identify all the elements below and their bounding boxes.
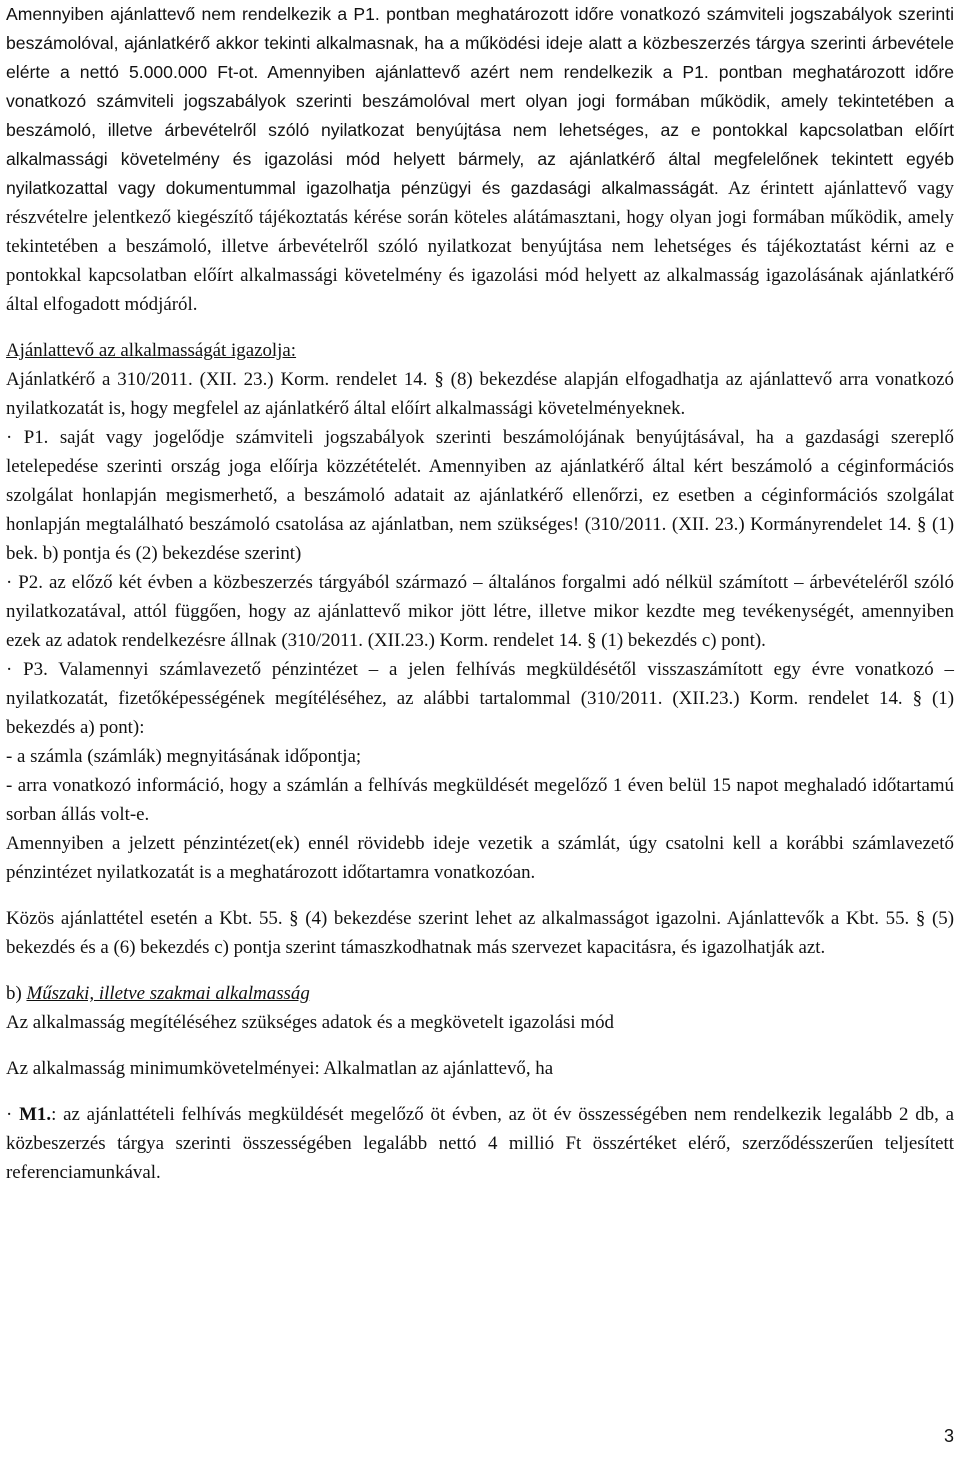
minimum-requirements-line: Az alkalmasság minimumkövetelményei: Alkalmatlan az ajánlattevő, ha: [6, 1058, 554, 1079]
technical-prefix: b): [6, 983, 27, 1004]
spacer: [6, 1083, 954, 1100]
spacer: [6, 1037, 954, 1054]
page-number: 3: [943, 1426, 954, 1446]
technical-title: Műszaki, illetve szakmai alkalmasság: [26, 983, 310, 1004]
p3-paragraph: · P3. Valamennyi számlavezető pénzintézet – a jelen felhívás megküldésétől visszaszámított egy évre vonatkozó – nyilatkozatát, fizetőképességének megítéléséhez, az alábbi tartalommal (310/2011. (XII.23.) Korm. rendelet 14. § (1) bekezdés a) pont):: [6, 659, 954, 738]
intro-sans-text: Amennyiben ajánlattevő nem rendelkezik a P1. pontban meghatározott időre vonatkozó számviteli jogszabályok szerinti beszámolóval, ajánlatkérő akkor tekinti alkalmasnak, ha a működési ideje alatt a közbeszerzés tárgya szerinti árbevétele elérte a nettó 5.000.000 Ft-ot. Amennyiben ajánlattevő azért nem rendelkezik a P1. pontban meghatározott időre vonatkozó számviteli jogszabályok szerinti beszámolóval mert olyan jogi formában működik, amely tekintetében a beszámoló, illetve árbevételről szóló nyilatkozat benyújtása nem lehetséges, az e pontokkal kapcsolatban előírt alkalmassági követelmény és igazolási mód helyett bármely, az ajánlatkérő által megfelelőnek tekintett egyéb nyilatkozattal vagy dokumentummal igazolhatja pénzügyi és gazdasági alkalmasságát.: [6, 4, 954, 198]
intro-serif-text: Az érintett ajánlattevő vagy részvételre jelentkező kiegészítő tájékoztatás kérése során köteles alátámasztani, hogy olyan jogi formában működik, amely tekintetében a beszámoló, illetve árbevételről szóló nyilatkozat benyújtása nem lehetséges és tájékoztatást kérni az e pontokkal kapcsolatban előírt alkalmassági követelmény és igazolási mód helyett az alkalmasság igazolásának ajánlatkérő által elfogadott módjáról.: [6, 178, 954, 315]
m1-bullet: ·: [6, 1104, 20, 1125]
proof-heading: Ajánlattevő az alkalmasságát igazolja:: [6, 340, 297, 361]
spacer: [6, 887, 954, 904]
m1-text: : az ajánlattételi felhívás megküldését megelőző öt évben, az öt év összességében nem rendelkezik legalább 2 db, a közbeszerzés tárgya szerinti összességében legalább nettó 4 millió Ft összértéket elérő, szerződésszerűen teljesített referenciamunkával.: [6, 1104, 954, 1183]
document-page: [6, 0, 954, 1187]
technical-heading: [6, 979, 954, 1008]
intro-paragraph: [6, 0, 954, 319]
technical-data-line: Az alkalmasság megítéléséhez szükséges adatok és a megkövetelt igazolási mód: [6, 1012, 614, 1033]
m1-label: M1.: [19, 1104, 52, 1125]
proof-basis-paragraph: Ajánlatkérő a 310/2011. (XII. 23.) Korm. rendelet 14. § (8) bekezdése alapján elfogadhatja az ajánlattevő arra vonatkozó nyilatkozatát is, hogy megfelel az ajánlatkérő által előírt alkalmassági követelményeknek.: [6, 369, 954, 419]
p3-dash-item-1: - a számla (számlák) megnyitásának időpontja;: [6, 746, 362, 767]
spacer: [6, 962, 954, 979]
p3-closing-paragraph: Amennyiben a jelzett pénzintézet(ek) ennél rövidebb ideje vezetik a számlát, úgy csatolni kell a korábbi számlavezető pénzintézet nyilatkozatát is a meghatározott időtartamra vonatkozóan.: [6, 833, 954, 883]
m1-paragraph: [6, 1100, 954, 1187]
p2-paragraph: · P2. az előző két évben a közbeszerzés tárgyából származó – általános forgalmi adó nélkül számított – árbevételéről szóló nyilatkozatával, attól függően, hogy az ajánlattevő mikor jött létre, illetve mikor kezdte meg tevékenységét, amennyiben ezek az adatok rendelkezésre állnak (310/2011. (XII.23.) Korm. rendelet 14. § (1) bekezdés c) pont).: [6, 572, 954, 651]
p3-dash-item-2: - arra vonatkozó információ, hogy a számlán a felhívás megküldését megelőző 1 éven belül 15 napot meghaladó időtartamú sorban állás volt-e.: [6, 775, 954, 825]
spacer: [6, 319, 954, 336]
joint-bid-paragraph: Közös ajánlattétel esetén a Kbt. 55. § (4) bekezdése szerint lehet az alkalmasságot igazolni. Ajánlattevők a Kbt. 55. § (5) bekezdés és a (6) bekezdés c) pontja szerint támaszkodhatnak más szervezet kapacitásra, és igazolhatják azt.: [6, 908, 954, 958]
p1-paragraph: · P1. saját vagy jogelődje számviteli jogszabályok szerinti beszámolójának benyújtásával, ha a gazdasági szereplő letelepedése szerinti ország joga előírja közzétételét. Amennyiben az ajánlatkérő által kért beszámoló a céginformációs szolgálat honlapján megismerhető, a beszámoló adatait az ajánlatkérő ellenőrzi, ez esetben a céginformációs szolgálat honlapján megtalálható beszámoló csatolása az ajánlatban, nem szükséges! (310/2011. (XII. 23.) Kormányrendelet 14. § (1) bek. b) pontja és (2) bekezdése szerint): [6, 427, 954, 564]
